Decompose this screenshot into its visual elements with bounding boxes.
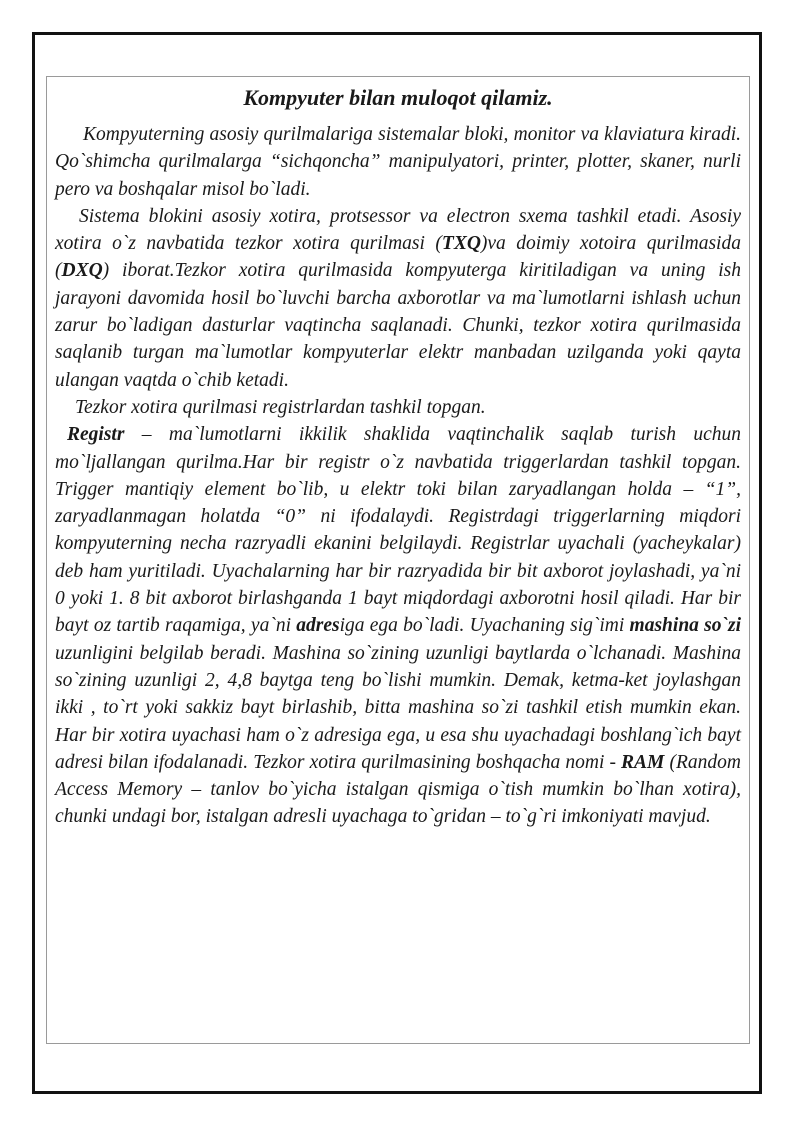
paragraph-register-definition: [55, 421, 741, 830]
text-span: iga ega bo`ladi. Uyachaning sig`imi: [339, 615, 630, 637]
text-span: )va doimiy xotoira qurilmasida (: [55, 233, 741, 282]
term-ram: RAM: [621, 751, 665, 773]
document-body: [46, 76, 750, 1044]
term-txq: TXQ: [441, 233, 481, 255]
document-title: Kompyuter bilan muloqot qilamiz.: [243, 85, 553, 110]
text-span: (Random Access Memory – tanlov bo`yicha istalgan qismiga o`tish mumkin bo`lhan xotira), chunki undagi bor, istalgan adresli uyachaga to`gridan – to`g`ri imkoniyati mavjud.: [55, 751, 741, 828]
term-registr: Registr: [67, 424, 125, 446]
text-span: – ma`lumotlarni ikkilik shaklida vaqtinchalik saqlab turish uchun mo`ljallangan qurilma.Har bir registr o`z navbatida triggerlardan tashkil topgan. Trigger mantiqiy element bo`lib, u elektr toki bilan zaryadlangan holda – “1”, zaryadlanmagan holatda “0” ni ifodalaydi. Registrdagi triggerlarning miqdori kompyuterning necha razryadli ekanini belgilaydi. Registrlar uyachali (yacheykalar) deb ham yuritiladi. Uyachalarning har bir razryadida bir bit axborot joylashadi, ya`ni 0 yoki 1. 8 bit axborot birlashganda 1 bayt miqdordagi axborotni hosil qiladi. Har bir bayt oz tartib raqamiga, ya`ni: [55, 424, 741, 637]
text-span: Sistema blokini asosiy xotira, protsessor va electron sxema tashkil etadi. Asosiy xotira o`z navbatida tezkor xotira qurilmasi (: [55, 205, 741, 255]
paragraph-devices: Kompyuterning asosiy qurilmalariga sistemalar bloki, monitor va klaviatura kiradi. Qo`shimcha qurilmalarga “sichqoncha” manipulyatori, printer, plotter, skaner, nurli pero va boshqalar misol bo`ladi.: [55, 124, 741, 200]
text-span: uzunligini belgilab beradi. Mashina so`zining uzunligi baytlarda o`lchanadi. Mashina so`zining uzunligi 2, 4,8 baytga teng bo`lishi mumkin. Demak, ketma-ket joylashgan ikki , to`rt yoki sakkiz bayt birlashib, bitta mashina so`zi tashkil etish mumkin ekan. Har bir xotira uyachasi ham o`z adresiga ega, u esa shu uyachadagi boshlang`ich bayt adresi bilan ifodalanadi. Tezkor xotira qurilmasining boshqacha nomi -: [55, 642, 741, 773]
paragraph-system-block: [55, 203, 741, 394]
term-adres: adres: [296, 615, 340, 637]
paragraph-registers-intro: Tezkor xotira qurilmasi registrlardan tashkil topgan.: [75, 396, 486, 418]
term-mashina-sozi: mashina so`zi: [629, 615, 741, 637]
text-span: ) iborat.Tezkor xotira qurilmasida kompyuterga kiritiladigan va uning ish jarayoni davomida hosil bo`luvchi barcha axborotlar va ma`lumotlarni ishlash uchun zarur bo`ladigan dasturlar vaqtincha saqlanadi. Chunki, tezkor xotira qurilmasida saqlanib turgan ma`lumotlar kompyuterlar elektr manbadan uzilganda yoki qayta ulangan vaqtda o`chib ketadi.: [55, 260, 741, 391]
term-dxq: DXQ: [61, 260, 103, 282]
